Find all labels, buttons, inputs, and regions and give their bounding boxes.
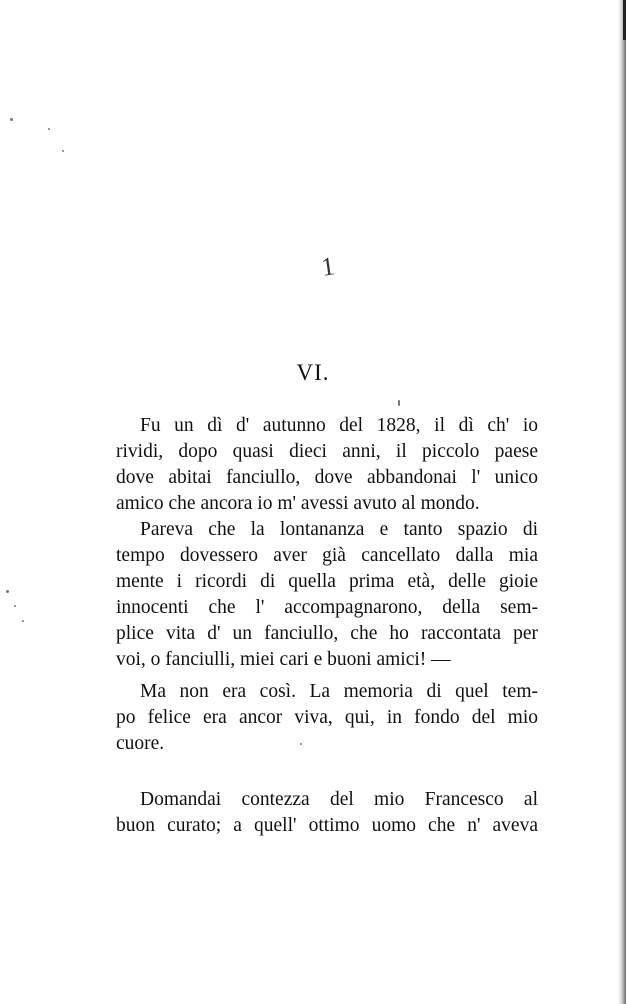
page-mark: 1 bbox=[319, 251, 337, 282]
text-line: mente i ricordi di quella prima età, delle gioie bbox=[116, 571, 538, 592]
paper-speck bbox=[62, 150, 64, 152]
paper-speck bbox=[10, 118, 13, 121]
page-edge-shadow bbox=[618, 0, 626, 1004]
text-line: rividi, dopo quasi dieci anni, il piccolo paese bbox=[116, 441, 538, 462]
paper-speck bbox=[22, 620, 24, 622]
text-line: buon curato; a quell' ottimo uomo che n' aveva bbox=[116, 815, 538, 836]
paper-speck bbox=[6, 590, 9, 593]
paper-speck bbox=[14, 605, 16, 607]
text-line: po felice era ancor viva, qui, in fondo del mio bbox=[116, 707, 538, 728]
text-line: amico che ancora io m' avessi avuto al mondo. bbox=[116, 493, 480, 514]
chapter-heading: VI. bbox=[296, 360, 330, 385]
text-line: Fu un dì d' autunno del 1828, il dì ch' io bbox=[140, 415, 538, 436]
text-line: voi, o fanciulli, miei cari e buoni amici! — bbox=[116, 649, 451, 670]
text-line: Pareva che la lontananza e tanto spazio di bbox=[140, 519, 538, 540]
text-line: plice vita d' un fanciullo, che ho raccontata per bbox=[116, 623, 538, 644]
text-line: innocenti che l' accompagnarono, della sem- bbox=[116, 597, 538, 618]
text-line: Domandai contezza del mio Francesco al bbox=[140, 789, 538, 810]
text-line: tempo dovessero aver già cancellato dalla mia bbox=[116, 545, 538, 566]
paper-speck bbox=[48, 128, 50, 130]
text-line: dove abitai fanciullo, dove abbandonai l' unico bbox=[116, 467, 538, 488]
text-line: cuore. bbox=[116, 733, 165, 754]
text-line: Ma non era così. La memoria di quel tem- bbox=[140, 681, 538, 702]
paper-speck bbox=[398, 400, 400, 406]
